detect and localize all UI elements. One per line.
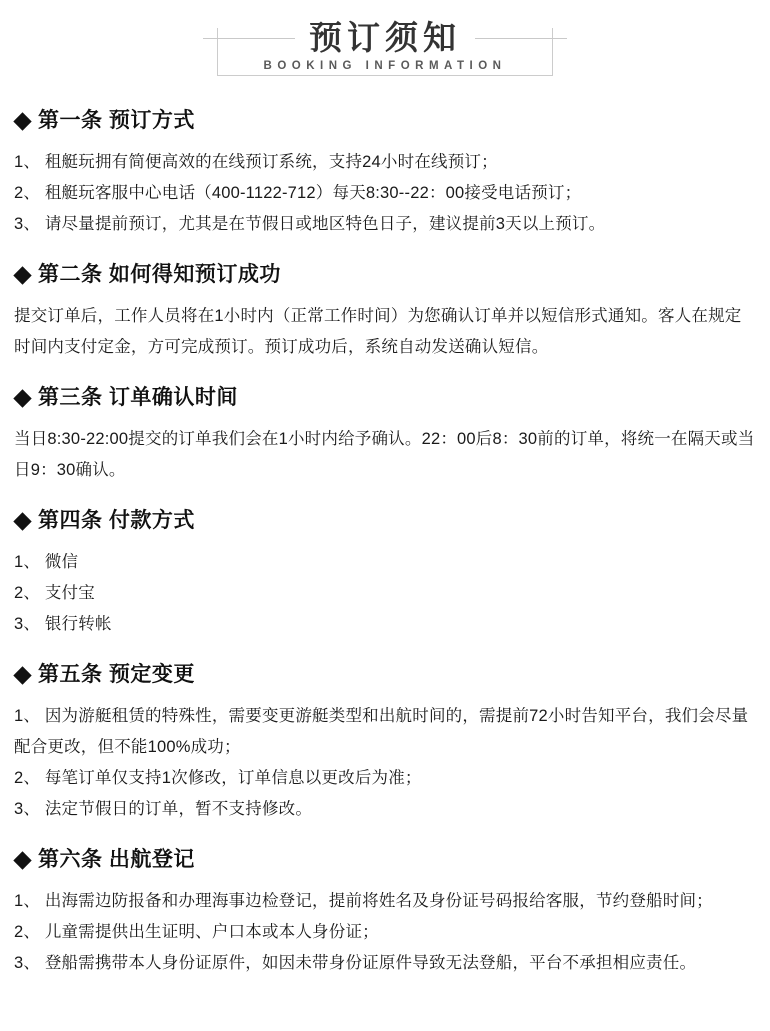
list-item: 2、 支付宝	[14, 584, 95, 602]
list-item: 1、 租艇玩拥有简便高效的在线预订系统，支持24小时在线预订；	[14, 153, 498, 171]
header-content	[14, 18, 756, 76]
diamond-bullet-icon	[13, 512, 31, 530]
header-rule-right	[475, 38, 567, 39]
header-title-row	[14, 18, 756, 58]
section-confirm-success	[14, 260, 756, 363]
section-heading-text: 第四条 付款方式	[38, 509, 195, 532]
list	[14, 886, 756, 979]
list-item: 3、 法定节假日的订单，暂不支持修改。	[14, 800, 313, 818]
section-reservation-change	[14, 660, 756, 825]
section-heading	[14, 106, 756, 136]
page-header	[14, 0, 756, 86]
list-item: 3、 银行转帐	[14, 615, 112, 633]
section-heading	[14, 660, 756, 690]
list-item: 1、 出海需边防报备和办理海事边检登记，提前将姓名及身份证号码报给客服，节约登船时间；	[14, 892, 713, 910]
list-item: 2、 儿童需提供出生证明、户口本或本人身份证；	[14, 923, 379, 941]
diamond-bullet-icon	[13, 389, 31, 407]
list-item: 1、 微信	[14, 553, 79, 571]
section-booking-method	[14, 106, 756, 240]
section-heading-text: 第五条 预定变更	[38, 663, 195, 686]
paragraph: 当日8:30-22:00提交的订单我们会在1小时内给予确认。22：00后8：30前的订单，将统一在隔天或当日9：30确认。	[14, 430, 755, 479]
section-departure-registration	[14, 845, 756, 979]
bottom-spacer	[14, 979, 756, 985]
section-body	[14, 547, 756, 640]
list-item: 1、 因为游艇租赁的特殊性，需要变更游艇类型和出航时间的，需提前72小时告知平台，我们会尽量配合更改，但不能100%成功；	[14, 707, 749, 756]
section-heading-text: 第二条 如何得知预订成功	[38, 263, 281, 286]
section-body	[14, 886, 756, 979]
section-heading-text: 第一条 预订方式	[38, 109, 195, 132]
paragraph: 提交订单后，工作人员将在1小时内（正常工作时间）为您确认订单并以短信形式通知。客人在规定时间内支付定金，方可完成预订。预订成功后，系统自动发送确认短信。	[14, 307, 742, 356]
section-heading	[14, 845, 756, 875]
header-subtitle-row	[14, 60, 756, 76]
list-item: 2、 每笔订单仅支持1次修改，订单信息以更改后为准；	[14, 769, 422, 787]
list-item: 2、 租艇玩客服中心电话（400-1122-712）每天8:30--22：00接受电话预订；	[14, 184, 582, 202]
list-item: 3、 请尽量提前预订，尤其是在节假日或地区特色日子，建议提前3天以上预订。	[14, 215, 606, 233]
page-title: 预订须知	[309, 19, 461, 56]
list	[14, 147, 756, 240]
page-subtitle: BOOKING INFORMATION	[263, 60, 507, 72]
list	[14, 701, 756, 825]
section-heading	[14, 506, 756, 536]
diamond-bullet-icon	[13, 851, 31, 869]
diamond-bullet-icon	[13, 112, 31, 130]
section-body	[14, 301, 756, 363]
section-body	[14, 147, 756, 240]
section-order-confirm-time	[14, 383, 756, 486]
header-rule-left	[203, 38, 295, 39]
section-heading-text: 第三条 订单确认时间	[38, 386, 238, 409]
section-body	[14, 701, 756, 825]
diamond-bullet-icon	[13, 266, 31, 284]
diamond-bullet-icon	[13, 666, 31, 684]
section-heading	[14, 260, 756, 290]
section-heading-text: 第六条 出航登记	[38, 848, 195, 871]
list	[14, 547, 756, 640]
list-item: 3、 登船需携带本人身份证原件，如因未带身份证原件导致无法登船，平台不承担相应责任。	[14, 954, 697, 972]
section-payment-methods	[14, 506, 756, 640]
section-body	[14, 424, 756, 486]
section-heading	[14, 383, 756, 413]
